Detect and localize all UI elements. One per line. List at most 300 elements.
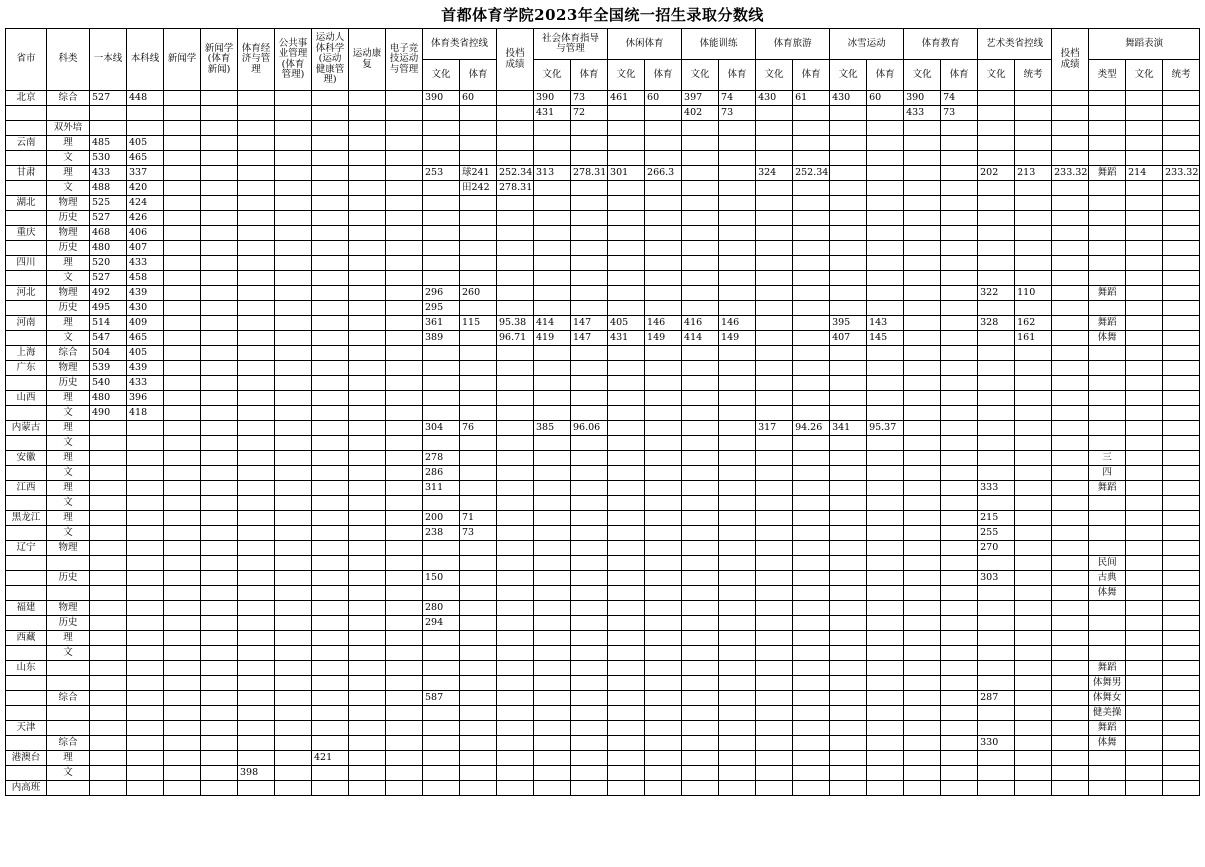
score-cell — [756, 181, 793, 196]
score-cell — [682, 511, 719, 526]
score-cell — [645, 766, 682, 781]
score-cell: 405 — [608, 316, 645, 331]
score-cell — [608, 196, 645, 211]
score-cell — [793, 571, 830, 586]
score-cell — [1163, 181, 1200, 196]
score-cell — [1015, 556, 1052, 571]
score-cell — [423, 136, 460, 151]
score-cell — [1126, 136, 1163, 151]
score-cell — [312, 496, 349, 511]
table-row — [6, 211, 1200, 226]
score-cell — [1163, 91, 1200, 106]
score-cell — [904, 361, 941, 376]
subject-cell: 物理 — [47, 226, 90, 241]
score-cell — [497, 406, 534, 421]
score-cell — [571, 301, 608, 316]
score-cell: 430 — [127, 301, 164, 316]
score-cell — [867, 736, 904, 751]
score-cell — [756, 541, 793, 556]
score-cell: 407 — [127, 241, 164, 256]
score-cell — [941, 781, 978, 796]
score-cell — [830, 511, 867, 526]
subject-cell: 理 — [47, 451, 90, 466]
score-cell — [164, 451, 201, 466]
score-cell — [534, 511, 571, 526]
score-cell — [423, 241, 460, 256]
score-cell — [941, 226, 978, 241]
score-cell — [571, 526, 608, 541]
score-cell — [386, 766, 423, 781]
score-cell — [867, 346, 904, 361]
score-cell — [238, 781, 275, 796]
score-cell — [312, 421, 349, 436]
score-cell — [312, 436, 349, 451]
score-cell — [534, 436, 571, 451]
score-cell — [756, 121, 793, 136]
score-cell — [1052, 706, 1089, 721]
score-cell — [1052, 421, 1089, 436]
score-cell — [719, 271, 756, 286]
score-cell — [238, 376, 275, 391]
score-cell — [460, 466, 497, 481]
header-leisure: 休闲体育 — [608, 29, 682, 60]
score-cell — [608, 526, 645, 541]
score-cell: 149 — [645, 331, 682, 346]
score-cell — [941, 436, 978, 451]
score-cell: 421 — [312, 751, 349, 766]
score-cell — [1089, 646, 1126, 661]
score-cell — [238, 121, 275, 136]
score-cell — [460, 646, 497, 661]
score-cell — [830, 496, 867, 511]
header-pe-score: 体育 — [941, 60, 978, 91]
score-cell — [756, 226, 793, 241]
score-cell — [386, 91, 423, 106]
score-cell — [1015, 106, 1052, 121]
score-cell — [904, 136, 941, 151]
score-cell — [349, 781, 386, 796]
score-cell — [830, 406, 867, 421]
score-cell — [349, 331, 386, 346]
header-pe-score: 体育 — [793, 60, 830, 91]
score-cell — [830, 631, 867, 646]
score-cell — [571, 481, 608, 496]
score-cell — [534, 136, 571, 151]
table-row — [6, 151, 1200, 166]
score-cell — [1015, 436, 1052, 451]
score-cell — [312, 601, 349, 616]
score-cell — [201, 616, 238, 631]
score-cell — [645, 631, 682, 646]
score-cell — [978, 346, 1015, 361]
score-cell — [793, 541, 830, 556]
table-row — [6, 406, 1200, 421]
score-cell: 238 — [423, 526, 460, 541]
score-cell — [275, 556, 312, 571]
score-cell — [682, 706, 719, 721]
score-cell — [941, 631, 978, 646]
score-cell — [904, 736, 941, 751]
score-cell — [904, 241, 941, 256]
score-cell — [571, 466, 608, 481]
table-row — [6, 346, 1200, 361]
score-cell — [682, 631, 719, 646]
score-cell — [571, 436, 608, 451]
score-cell — [756, 136, 793, 151]
table-row — [6, 271, 1200, 286]
score-cell — [90, 706, 127, 721]
score-cell — [719, 646, 756, 661]
score-cell — [386, 226, 423, 241]
score-cell — [349, 136, 386, 151]
score-cell — [423, 151, 460, 166]
score-cell — [645, 271, 682, 286]
score-cell — [867, 616, 904, 631]
score-cell — [719, 151, 756, 166]
score-cell — [534, 271, 571, 286]
score-cell — [201, 556, 238, 571]
score-cell — [608, 436, 645, 451]
province-cell — [6, 466, 47, 481]
score-cell: 458 — [127, 271, 164, 286]
score-cell — [830, 196, 867, 211]
table-row — [6, 616, 1200, 631]
score-cell — [756, 676, 793, 691]
score-cell — [608, 301, 645, 316]
score-cell — [349, 301, 386, 316]
score-cell — [164, 706, 201, 721]
score-cell — [978, 661, 1015, 676]
score-cell — [1126, 691, 1163, 706]
score-cell — [349, 496, 386, 511]
score-cell: 311 — [423, 481, 460, 496]
score-cell — [645, 301, 682, 316]
score-cell — [904, 616, 941, 631]
score-cell: 147 — [571, 331, 608, 346]
score-cell — [1163, 751, 1200, 766]
header-culture: 文化 — [830, 60, 867, 91]
score-cell — [423, 181, 460, 196]
province-cell — [6, 706, 47, 721]
score-cell — [90, 121, 127, 136]
subject-cell: 理 — [47, 481, 90, 496]
score-cell — [312, 226, 349, 241]
score-cell — [312, 736, 349, 751]
province-cell — [6, 211, 47, 226]
score-cell — [756, 346, 793, 361]
score-cell — [386, 706, 423, 721]
score-cell — [978, 301, 1015, 316]
score-cell — [1163, 661, 1200, 676]
score-cell — [1052, 691, 1089, 706]
score-cell — [793, 151, 830, 166]
score-cell — [571, 391, 608, 406]
score-cell — [1015, 301, 1052, 316]
score-cell — [571, 616, 608, 631]
score-cell — [571, 631, 608, 646]
score-cell — [1015, 496, 1052, 511]
score-cell — [904, 211, 941, 226]
score-cell — [1015, 391, 1052, 406]
score-cell — [1126, 586, 1163, 601]
score-cell: 252.34 — [793, 166, 830, 181]
score-cell — [1163, 391, 1200, 406]
score-cell — [386, 406, 423, 421]
score-cell — [867, 646, 904, 661]
score-cell: 414 — [534, 316, 571, 331]
header-sports-control: 体育类省控线 — [423, 29, 497, 60]
score-cell — [904, 751, 941, 766]
header-pe-score: 体育 — [719, 60, 756, 91]
score-cell — [201, 316, 238, 331]
score-cell — [164, 361, 201, 376]
score-cell — [867, 781, 904, 796]
score-cell — [423, 256, 460, 271]
table-row — [6, 721, 1200, 736]
score-cell — [460, 211, 497, 226]
score-cell — [756, 631, 793, 646]
score-cell — [349, 481, 386, 496]
score-cell — [867, 391, 904, 406]
province-cell — [6, 766, 47, 781]
score-cell — [423, 226, 460, 241]
score-cell — [682, 556, 719, 571]
score-cell — [719, 196, 756, 211]
score-cell — [867, 631, 904, 646]
score-cell — [719, 601, 756, 616]
score-cell — [867, 181, 904, 196]
score-cell: 433 — [904, 106, 941, 121]
score-cell — [793, 736, 830, 751]
score-cell — [349, 316, 386, 331]
score-cell: 395 — [830, 316, 867, 331]
score-cell: 419 — [534, 331, 571, 346]
score-cell — [719, 211, 756, 226]
score-cell — [534, 616, 571, 631]
score-cell — [534, 121, 571, 136]
score-cell — [238, 616, 275, 631]
score-cell — [571, 766, 608, 781]
score-cell — [830, 616, 867, 631]
score-cell: 287 — [978, 691, 1015, 706]
score-cell — [460, 661, 497, 676]
score-cell — [1052, 541, 1089, 556]
score-cell — [830, 121, 867, 136]
score-cell — [423, 751, 460, 766]
score-cell — [460, 706, 497, 721]
score-cell — [497, 301, 534, 316]
score-cell — [830, 586, 867, 601]
score-cell — [1052, 751, 1089, 766]
province-cell: 广东 — [6, 361, 47, 376]
score-cell — [349, 376, 386, 391]
header-journalism-sports: 新闻学 (体育 新闻) — [201, 29, 238, 91]
score-cell — [90, 751, 127, 766]
score-cell — [534, 571, 571, 586]
score-cell: 162 — [1015, 316, 1052, 331]
score-cell — [497, 496, 534, 511]
province-cell: 港澳台 — [6, 751, 47, 766]
score-cell — [793, 481, 830, 496]
score-cell — [534, 781, 571, 796]
score-cell — [1163, 631, 1200, 646]
subject-cell: 物理 — [47, 361, 90, 376]
score-cell — [571, 751, 608, 766]
score-cell — [127, 526, 164, 541]
score-cell — [1015, 256, 1052, 271]
score-cell — [1163, 481, 1200, 496]
score-cell — [275, 331, 312, 346]
score-cell — [645, 226, 682, 241]
score-cell — [534, 586, 571, 601]
score-cell — [275, 751, 312, 766]
score-cell — [571, 706, 608, 721]
header-subject: 科类 — [47, 29, 90, 91]
header-province: 省市 — [6, 29, 47, 91]
table-row — [6, 676, 1200, 691]
subject-cell: 文 — [47, 496, 90, 511]
table-row — [6, 766, 1200, 781]
score-cell — [608, 256, 645, 271]
score-cell — [904, 121, 941, 136]
score-cell: 398 — [238, 766, 275, 781]
score-cell — [978, 196, 1015, 211]
score-cell — [275, 781, 312, 796]
score-cell — [534, 631, 571, 646]
score-cell — [1015, 421, 1052, 436]
score-cell — [386, 256, 423, 271]
score-cell — [275, 361, 312, 376]
score-cell — [1052, 781, 1089, 796]
score-cell — [978, 361, 1015, 376]
score-cell — [164, 676, 201, 691]
province-cell — [6, 331, 47, 346]
score-cell — [90, 481, 127, 496]
score-cell — [904, 466, 941, 481]
score-cell — [386, 646, 423, 661]
score-cell — [719, 346, 756, 361]
score-cell: 322 — [978, 286, 1015, 301]
score-cell — [978, 766, 1015, 781]
score-cell — [904, 526, 941, 541]
score-cell: 495 — [90, 301, 127, 316]
score-cell — [867, 586, 904, 601]
score-cell — [719, 751, 756, 766]
score-cell — [793, 451, 830, 466]
score-cell — [164, 241, 201, 256]
score-cell — [1052, 511, 1089, 526]
score-cell — [238, 541, 275, 556]
score-cell — [164, 751, 201, 766]
score-cell — [941, 601, 978, 616]
score-cell — [460, 691, 497, 706]
table-row — [6, 286, 1200, 301]
score-cell — [645, 121, 682, 136]
score-cell — [164, 211, 201, 226]
score-cell — [1052, 631, 1089, 646]
score-cell — [793, 496, 830, 511]
score-cell — [312, 331, 349, 346]
score-cell — [608, 511, 645, 526]
table-row — [6, 181, 1200, 196]
score-cell: 舞蹈 — [1089, 316, 1126, 331]
score-cell — [830, 601, 867, 616]
score-cell — [830, 241, 867, 256]
score-cell — [830, 226, 867, 241]
score-cell — [682, 376, 719, 391]
province-cell — [6, 676, 47, 691]
score-cell — [608, 586, 645, 601]
score-cell — [127, 691, 164, 706]
score-cell — [275, 301, 312, 316]
score-cell — [941, 511, 978, 526]
score-cell — [238, 481, 275, 496]
score-cell — [830, 286, 867, 301]
score-cell — [756, 241, 793, 256]
score-cell — [719, 466, 756, 481]
score-cell — [719, 586, 756, 601]
score-cell — [1126, 526, 1163, 541]
score-cell — [1126, 301, 1163, 316]
score-cell — [978, 391, 1015, 406]
score-cell — [1163, 376, 1200, 391]
score-cell — [497, 766, 534, 781]
score-cell — [90, 721, 127, 736]
score-cell — [275, 766, 312, 781]
score-cell — [793, 241, 830, 256]
score-cell — [275, 736, 312, 751]
score-cell — [978, 256, 1015, 271]
score-cell: 301 — [608, 166, 645, 181]
score-cell — [312, 616, 349, 631]
header-toudang: 投档 成绩 — [497, 29, 534, 91]
score-cell — [571, 151, 608, 166]
score-cell: 73 — [571, 91, 608, 106]
score-cell: 465 — [127, 151, 164, 166]
score-cell — [904, 286, 941, 301]
score-cell — [904, 316, 941, 331]
score-cell — [164, 346, 201, 361]
score-cell — [238, 406, 275, 421]
score-cell — [1163, 466, 1200, 481]
score-cell — [164, 541, 201, 556]
score-cell — [534, 286, 571, 301]
score-cell — [1126, 571, 1163, 586]
score-cell — [423, 766, 460, 781]
score-cell — [645, 676, 682, 691]
province-cell — [6, 151, 47, 166]
subject-cell: 物理 — [47, 196, 90, 211]
score-cell — [238, 496, 275, 511]
score-cell — [460, 331, 497, 346]
score-cell — [608, 481, 645, 496]
score-cell — [201, 271, 238, 286]
score-cell: 233.32 — [1163, 166, 1200, 181]
score-cell — [830, 766, 867, 781]
score-cell — [275, 616, 312, 631]
score-cell — [1126, 196, 1163, 211]
score-cell — [793, 256, 830, 271]
score-cell — [534, 496, 571, 511]
score-cell — [349, 556, 386, 571]
score-cell — [238, 691, 275, 706]
score-cell — [423, 376, 460, 391]
score-cell — [1163, 226, 1200, 241]
score-cell — [1089, 346, 1126, 361]
score-cell — [904, 661, 941, 676]
score-cell — [608, 571, 645, 586]
score-cell — [312, 211, 349, 226]
